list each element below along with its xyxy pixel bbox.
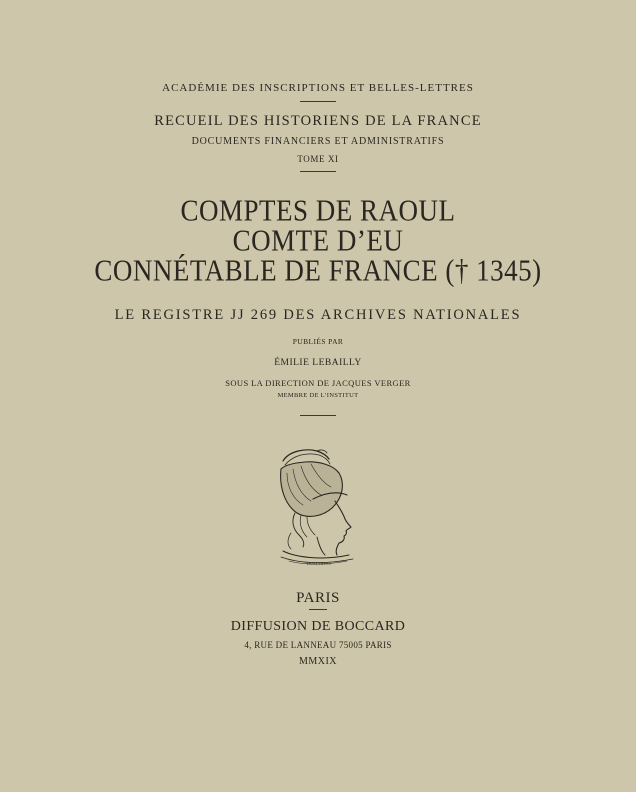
divider-rule <box>300 415 336 416</box>
title-line-2: COMTE D’EU <box>232 222 404 258</box>
publisher-city: PARIS <box>296 590 340 606</box>
minerva-head-icon <box>273 447 365 572</box>
emblem-engraving-text: DUMAREST <box>306 561 332 566</box>
subtitle: LE REGISTRE JJ 269 DES ARCHIVES NATIONALES <box>114 307 522 323</box>
author-name: ÉMILIE LEBAILLY <box>274 358 362 368</box>
direction-credit: SOUS LA DIRECTION DE JACQUES VERGER <box>225 378 411 388</box>
publisher-name: DIFFUSION DE BOCCARD <box>230 619 406 634</box>
divider-rule <box>300 101 336 102</box>
divider-rule <box>300 171 336 172</box>
publisher-address: 4, RUE DE LANNEAU 75005 PARIS <box>244 640 392 650</box>
subseries-title: DOCUMENTS FINANCIERS ET ADMINISTRATIFS <box>191 136 445 147</box>
published-by-label: PUBLIÉS PAR <box>292 337 344 346</box>
tome-number: TOME XI <box>297 154 339 164</box>
divider-rule <box>309 609 327 610</box>
series-title: RECUEIL DES HISTORIENS DE LA FRANCE <box>154 113 482 129</box>
title-line-3: CONNÉTABLE DE FRANCE († 1345) <box>94 252 542 288</box>
title-line-1: COMPTES DE RAOUL <box>180 192 456 228</box>
member-credit: MEMBRE DE L’INSTITUT <box>277 392 359 399</box>
academie-name: ACADÉMIE DES INSCRIPTIONS ET BELLES-LETTRES <box>162 82 474 94</box>
publication-year: MMXIX <box>298 656 338 667</box>
